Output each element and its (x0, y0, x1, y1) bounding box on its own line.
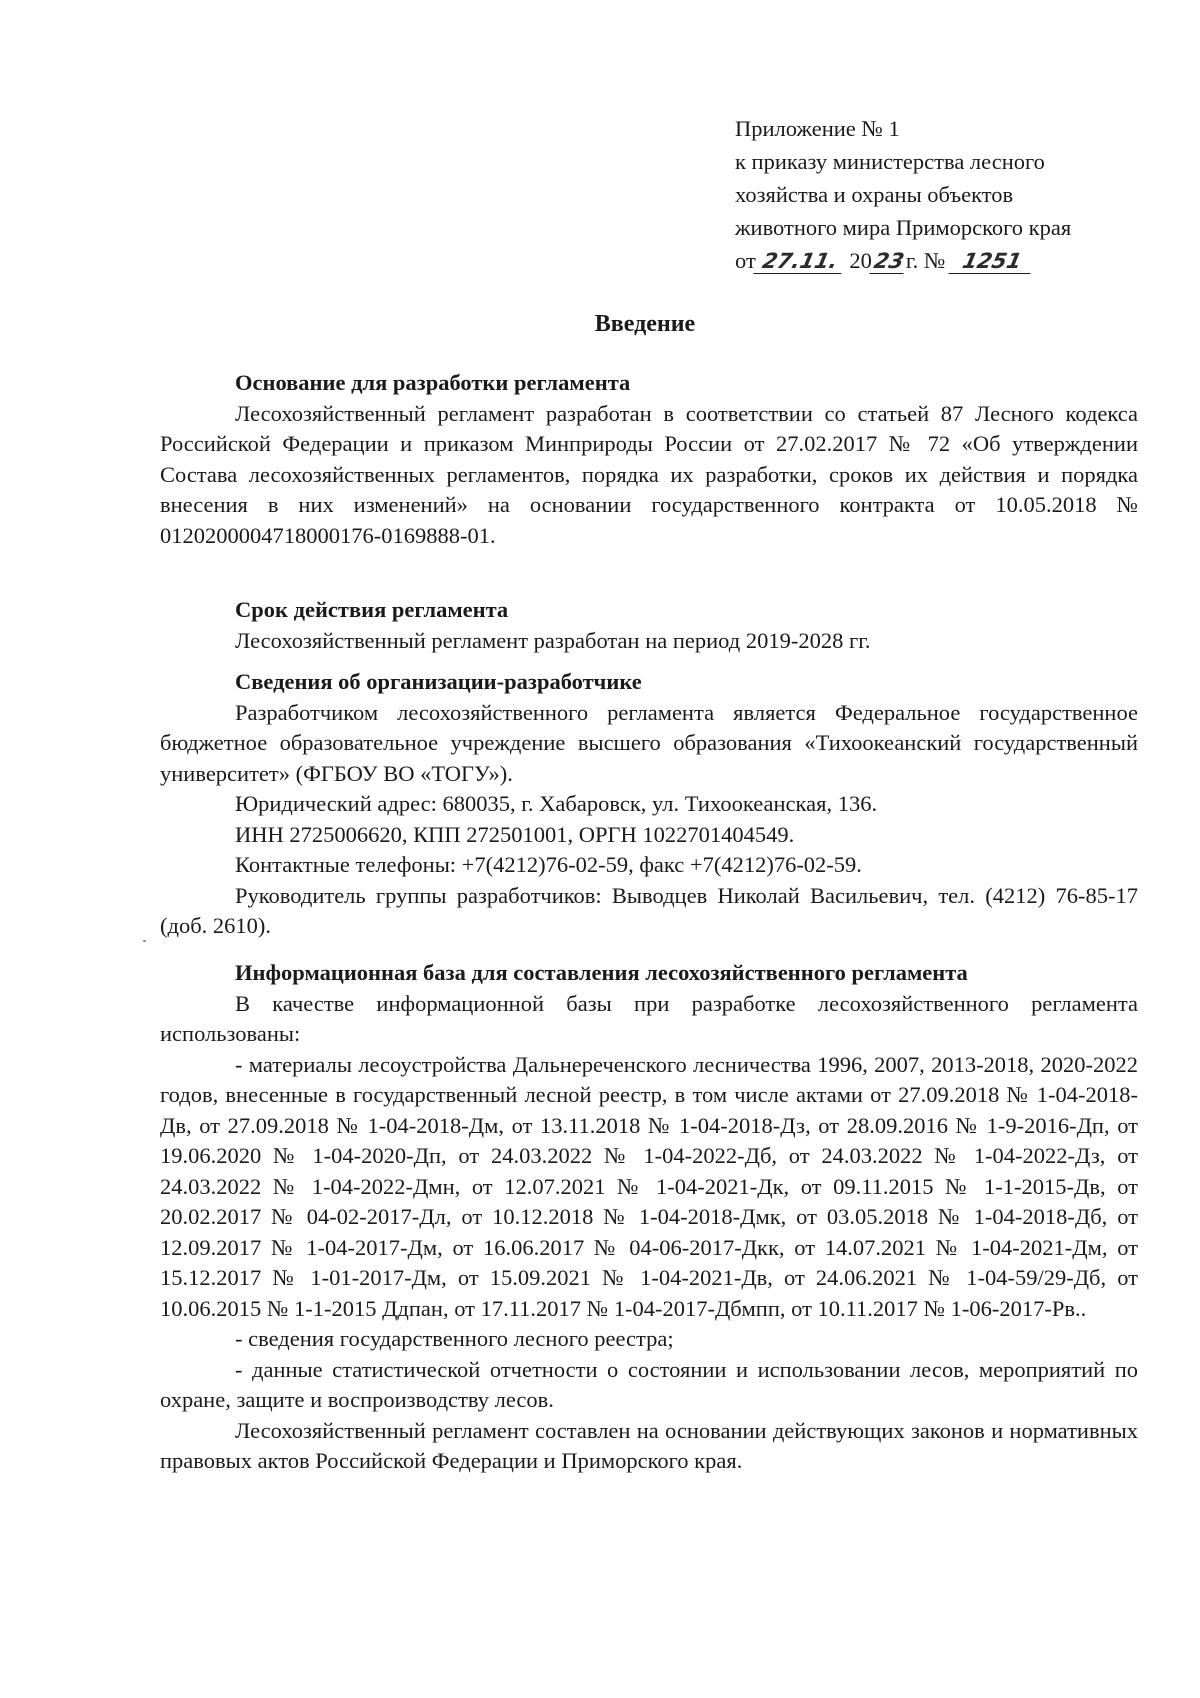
info-intro: В качестве информационной базы при разработке лесохозяйственного регламента использованы: (160, 990, 1138, 1046)
info-item-materials: - материалы лесоустройства Дальнереченского лесничества 1996, 2007, 2013-2018, 2020-2022 годов, внесенные в государственный лесной реестр, в том числе актами от 27.09.2018 № 1-04-2018-Дв, от 27.09.2018 № 1-04-2018-Дм, от 13.11.2018 № 1-04-2018-Дз, от 28.09.2016 № 1-9-2016-Дп, от 19.06.2020 № 1-04-2020-Дп, от 24.03.2022 № 1-04-2022-Дб, от 24.03.2022 № 1-04-2022-Дз, от 24.03.2022 № 1-04-2022-Дмн, от 12.07.2021 № 1-04-2021-Дк, от 09.11.2015 № 1-1-2015-Дв, от 20.02.2017 № 04-02-2017-Дл, от 10.12.2018 № 1-04-2018-Дмк, от 03.05.2018 № 1-04-2018-Дб, от 12.09.2017 № 1-04-2017-Дм, от 16.06.2017 № 04-06-2017-Дкк, от 14.07.2021 № 1-04-2021-Дм, от 15.12.2017 № 1-01-2017-Дм, от 15.09.2021 № 1-04-2021-Дв, от 24.06.2021 № 1-04-59/29-Дб, от 10.06.2015 № 1-1-2015 Ддпан, от 17.11.2017 № 1-04-2017-Дбмпп, от 10.11.2017 № 1-06-2017-Рв.. (160, 1051, 1138, 1321)
developer-ids: ИНН 2725006620, КПП 272501001, ОРГН 1022701404549. (235, 821, 795, 847)
section-developer (160, 667, 1138, 942)
section-heading: Сведения об организации-разработчике (235, 669, 642, 694)
year-prefix: 20 (849, 248, 872, 273)
handwritten-order-number: 1251 (948, 249, 1035, 274)
handwritten-date: 27.11. (753, 249, 846, 274)
annex-ministry-line: хозяйства и охраны объектов (735, 182, 1014, 207)
annex-title: Приложение № 1 (735, 116, 900, 141)
section-heading: Срок действия регламента (235, 597, 509, 622)
annex-order-line: к приказу министерства лесного (735, 149, 1045, 174)
annex-block (735, 112, 1071, 277)
section-basis (160, 368, 1138, 551)
year-suffix: г. № (905, 248, 946, 273)
developer-address: Юридический адрес: 680035, г. Хабаровск, ул. Тихоокеанская, 136. (235, 791, 878, 816)
developer-text: Разработчиком лесохозяйственного регламента является Федеральное государственное бюджетное образовательное учреждение высшего образования «Тихоокеанский государственный университет» (ФГБОУ ВО «ТОГУ»). (160, 699, 1138, 786)
section-term (160, 595, 1138, 656)
developer-phones: Контактные телефоны: +7(4212)76-02-59, факс +7(4212)76-02-59. (235, 852, 862, 877)
info-item-statistics: - данные статистической отчетности о состоянии и использовании лесов, мероприятий по охране, защите и воспроизводству лесов. (160, 1356, 1138, 1412)
section-text: Лесохозяйственный регламент разработан на период 2019-2028 гг. (235, 627, 871, 653)
date-prefix: от (735, 248, 756, 273)
developer-head: Руководитель группы разработчиков: Выводцев Николай Васильевич, тел. (4212) 76-85-17 (доб. 2610). (160, 882, 1138, 938)
section-text: Лесохозяйственный регламент разработан в соответствии со статьей 87 Лесного кодекса Российской Федерации и приказом Минприроды России от 27.02.2017 № 72 «Об утверждении Состава лесохозяйственных регламентов, порядка их разработки, сроков их действия и порядка внесения в них изменений» на основании государственного контракта от 10.05.2018 № 0120200004718000176-0169888-01. (160, 400, 1138, 548)
info-item-registry: - сведения государственного лесного реестра; (235, 1326, 674, 1351)
section-heading: Информационная база для составления лесохозяйственного регламента (235, 960, 968, 985)
annex-date-line (735, 244, 1071, 277)
info-closing: Лесохозяйственный регламент составлен на основании действующих законов и нормативных правовых актов Российской Федерации и Приморского края. (160, 1417, 1138, 1473)
scan-speck (143, 940, 146, 942)
section-info-base (160, 958, 1138, 1477)
section-heading: Основание для разработки регламента (235, 370, 631, 395)
handwritten-year: 23 (869, 249, 908, 274)
page-title: Введение (594, 311, 696, 337)
annex-region-line: животного мира Приморского края (735, 215, 1072, 240)
